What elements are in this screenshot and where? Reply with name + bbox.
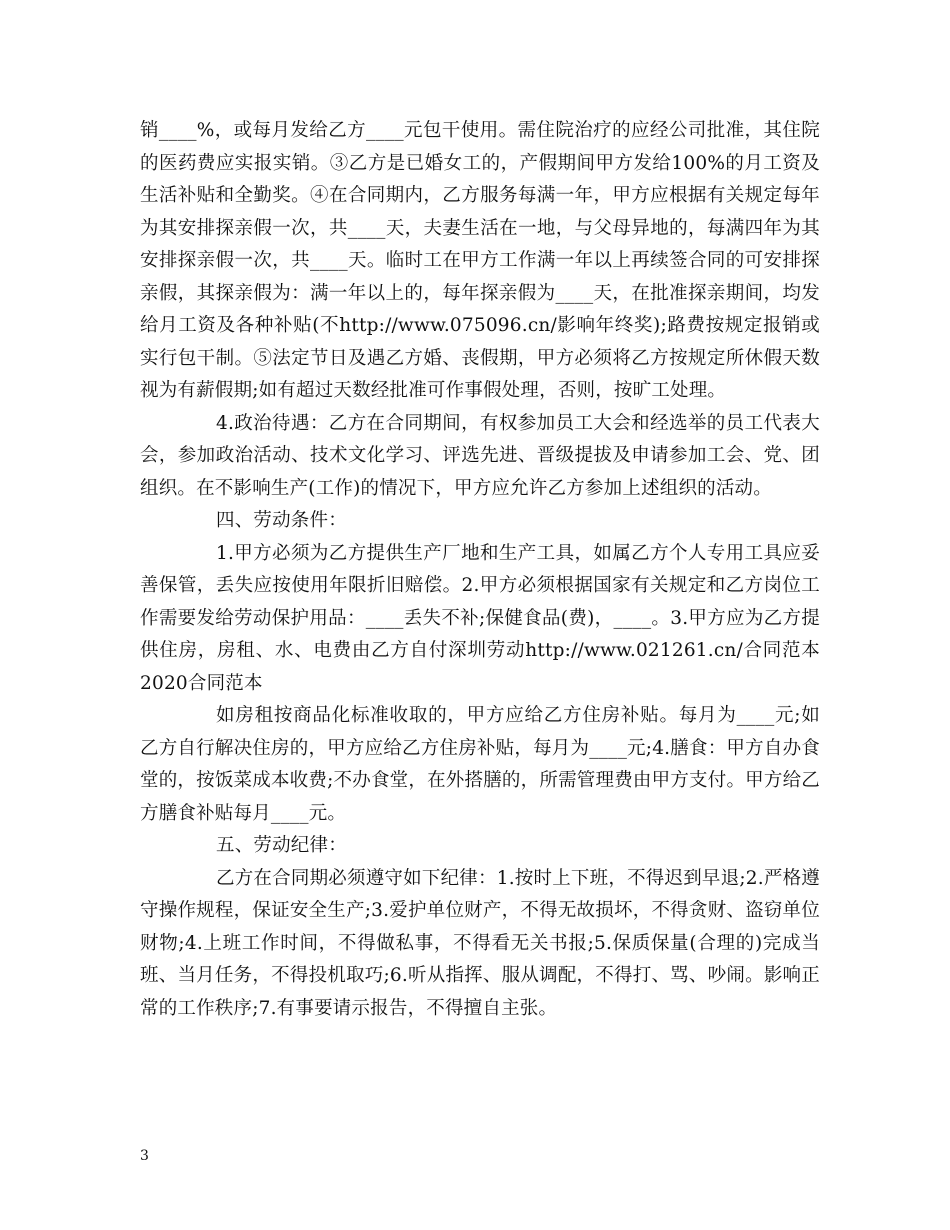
paragraph-labor-discipline: 乙方在合同期必须遵守如下纪律：1.按时上下班，不得迟到早退;2.严格遵守操作规程，保证安全生产;3.爱护单位财产，不得无故损坏，不得贪财、盗窃单位财物;4.上班工作时间，不得做私事，不得看无关书报;5.保质保量(合理的)完成当班、当月任务，不得投机取巧;6.听从指挥、服从调配，不得打、骂、吵闹。影响正常的工作秩序;7.有事要请示报告，不得擅自主张。 <box>140 867 820 1019</box>
paragraph-political-treatment: 4.政治待遇：乙方在合同期间，有权参加员工大会和经选举的员工代表大会，参加政治活动、技术文化学习、评选先进、晋级提拔及申请参加工会、党、团组织。在不影响生产(工作)的情况下，甲方应允许乙方参加上述组织的活动。 <box>140 412 820 499</box>
paragraph-benefits: 销____%，或每月发给乙方____元包干使用。需住院治疗的应经公司批准，其住院的医药费应实报实销。③乙方是已婚女工的，产假期间甲方发给100%的月工资及生活补贴和全勤奖。④在合同期内，乙方服务每满一年，甲方应根据有关规定每年为其安排探亲假一次，共____天，夫妻生活在一地，与父母异地的，每满四年为其安排探亲假一次，共____天。临时工在甲方工作满一年以上再续签合同的可安排探亲假，其探亲假为：满一年以上的，每年探亲假为____天，在批准探亲期间，均发给月工资及各种补贴(不http://www.075096.cn/影响年终奖);路费按规定报销或实行包干制。⑤法定节日及遇乙方婚、丧假期，甲方必须将乙方按规定所休假天数视为有薪假期;如有超过天数经批准可作事假处理，否则，按旷工处理。 <box>140 120 820 401</box>
paragraph-housing-meals: 如房租按商品化标准收取的，甲方应给乙方住房补贴。每月为____元;如乙方自行解决住房的，甲方应给乙方住房补贴，每月为____元;4.膳食：甲方自办食堂的，按饭菜成本收费;不办食堂，在外搭膳的，所需管理费由甲方支付。甲方给乙方膳食补贴每月____元。 <box>140 705 820 824</box>
paragraph-working-conditions: 1.甲方必须为乙方提供生产厂地和生产工具，如属乙方个人专用工具应妥善保管，丢失应按使用年限折旧赔偿。2.甲方必须根据国家有关规定和乙方岗位工作需要发给劳动保护用品：____丢失不补;保健食品(费)，____。3.甲方应为乙方提供住房，房租、水、电费由乙方自付深圳劳动http://www.021261.cn/合同范本2020合同范本 <box>140 542 820 694</box>
document-body <box>140 115 820 1025</box>
page-number: 3 <box>140 1148 149 1164</box>
section-heading-working-conditions: 四、劳动条件： <box>216 510 347 531</box>
section-heading-labor-discipline: 五、劳动纪律： <box>216 835 347 856</box>
